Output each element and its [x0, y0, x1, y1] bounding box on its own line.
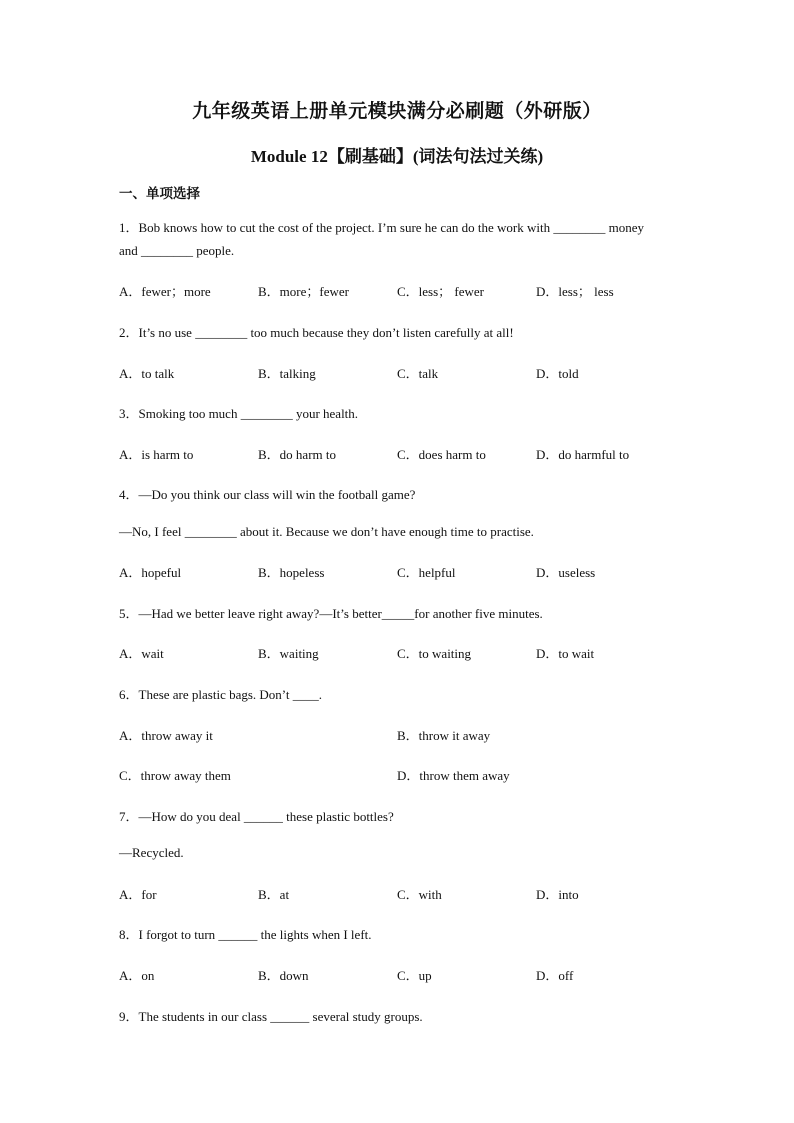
question-5-option-a: A．wait [119, 646, 164, 661]
question-6-option-c: C．throw away them [119, 768, 231, 783]
question-7-option-d: D．into [536, 887, 579, 902]
question-5-stem: 5．—Had we better leave right away?—It’s better_____for another five minutes. [119, 606, 543, 621]
question-4-option-b: B．hopeless [258, 565, 325, 580]
question-8-option-c: C．up [397, 968, 432, 983]
question-2-option-c: C．talk [397, 366, 439, 381]
question-8-option-a: A．on [119, 968, 155, 983]
question-4-stem: 4．—Do you think our class will win the football game? [119, 487, 416, 502]
question-6-option-b: B．throw it away [397, 728, 491, 743]
question-2-option-d: D．told [536, 366, 579, 381]
question-3-option-a: A．is harm to [119, 447, 194, 462]
question-2-option-b: B．talking [258, 366, 316, 381]
question-7-stem-cont: —Recycled. [119, 845, 184, 860]
question-4-option-a: A．hopeful [119, 565, 182, 580]
question-4-option-d: D．useless [536, 565, 596, 580]
question-7-option-c: C．with [397, 887, 442, 902]
section-heading: 一、单项选择 [119, 186, 200, 202]
question-2-option-a: A．to talk [119, 366, 175, 381]
question-6-option-d: D．throw them away [397, 768, 510, 783]
question-7-option-a: A．for [119, 887, 157, 902]
question-1-option-b: B．more；fewer [258, 284, 349, 299]
question-5-option-c: C．to waiting [397, 646, 472, 661]
question-8-stem: 8．I forgot to turn ______ the lights when I left. [119, 927, 372, 942]
question-4-stem-cont: —No, I feel ________ about it. Because we don’t have enough time to practise. [119, 524, 534, 539]
question-1-option-d: D．less； less [536, 284, 614, 299]
question-1-option-c: C．less； fewer [397, 284, 485, 299]
question-5-option-d: D．to wait [536, 646, 595, 661]
question-1-option-a: A．fewer；more [119, 284, 211, 299]
question-3-option-d: D．do harmful to [536, 447, 630, 462]
question-8-option-b: B．down [258, 968, 309, 983]
question-1-stem: 1．Bob knows how to cut the cost of the project. I’m sure he can do the work with ________ money [119, 220, 644, 235]
question-6-option-a: A．throw away it [119, 728, 213, 743]
question-6-stem: 6．These are plastic bags. Don’t ____. [119, 687, 323, 702]
question-3-option-b: B．do harm to [258, 447, 336, 462]
question-2-stem: 2．It’s no use ________ too much because they don’t listen carefully at all! [119, 325, 514, 340]
question-4-option-c: C．helpful [397, 565, 456, 580]
question-7-stem: 7．—How do you deal ______ these plastic bottles? [119, 809, 394, 824]
question-8-option-d: D．off [536, 968, 574, 983]
question-3-stem: 3．Smoking too much ________ your health. [119, 406, 359, 421]
question-1-stem-cont: and ________ people. [119, 243, 235, 258]
page-subtitle: Module 12【刷基础】(词法句法过关练) [250, 147, 544, 166]
question-7-option-b: B．at [258, 887, 290, 902]
question-3-option-c: C．does harm to [397, 447, 486, 462]
question-9-stem: 9．The students in our class ______ several study groups. [119, 1009, 423, 1024]
question-5-option-b: B．waiting [258, 646, 319, 661]
page-title: 九年级英语上册单元模块满分必刷题（外研版） [192, 100, 602, 122]
